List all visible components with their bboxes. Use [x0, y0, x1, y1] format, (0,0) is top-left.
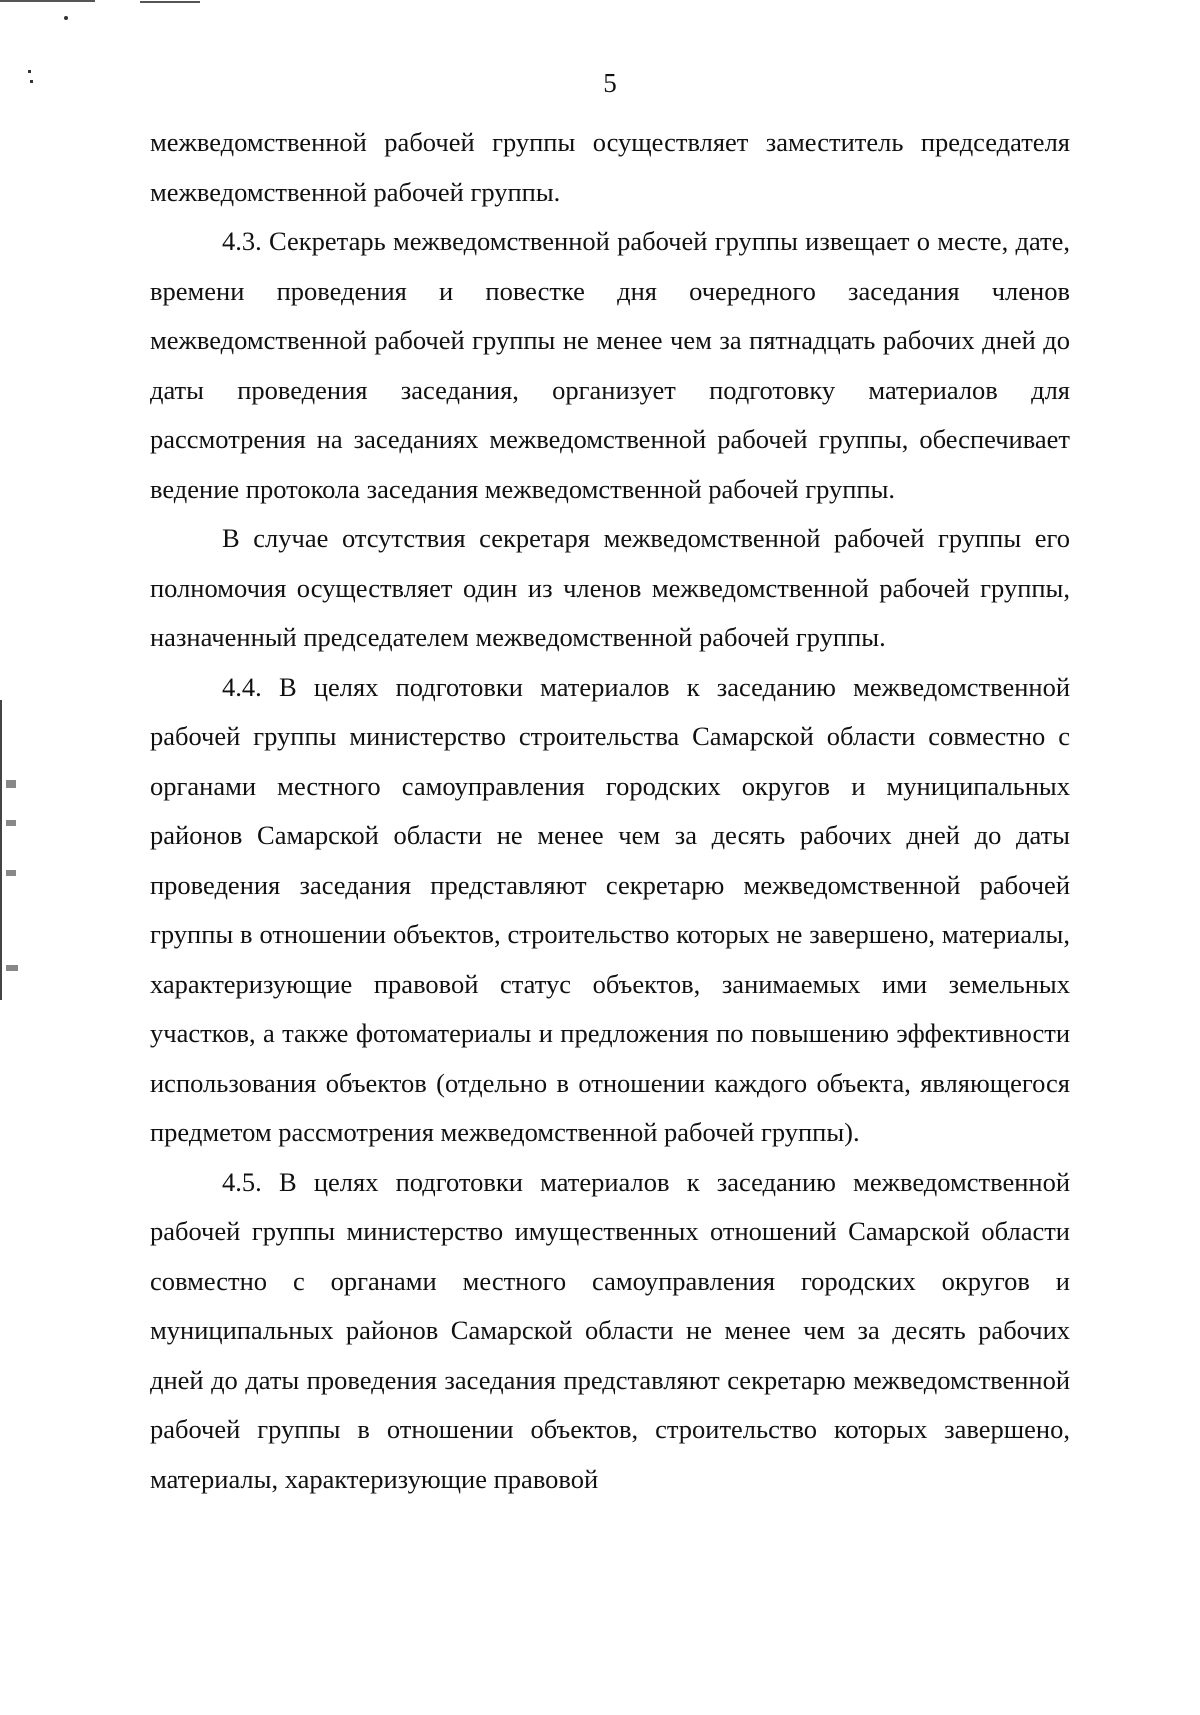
- scan-speck: [6, 780, 16, 788]
- scan-speck: [6, 820, 16, 826]
- paragraph-4-4: 4.4. В целях подготовки материалов к заседанию межведомственной рабочей группы министерство строительства Самарской области совместно с органами местного самоуправления городских округов и муниципальных районов Самарской области не менее чем за десять рабочих дней до даты проведения заседания представляют секретарю межведомственной рабочей группы в отношении объектов, строительство которых не завершено, материалы, характеризующие правовой статус объектов, занимаемых ими земельных участков, а также фотоматериалы и предложения по повышению эффективности использования объектов (отдельно в отношении каждого объекта, являющегося предметом рассмотрения межведомственной рабочей группы).: [150, 671, 1070, 1147]
- paragraph-continuation: межведомственной рабочей группы осуществляет заместитель председателя межведомственной рабочей группы.: [150, 127, 1070, 207]
- scan-edge-left: [0, 700, 2, 1000]
- scan-edge-top-mid: [140, 1, 200, 3]
- page-number: 5: [603, 68, 617, 98]
- scan-speck: [6, 870, 16, 876]
- scan-edge-top-left: [0, 0, 95, 2]
- scan-speck: [6, 965, 18, 971]
- document-body: [150, 118, 1070, 1504]
- scan-speck: [64, 16, 68, 20]
- paragraph-4-3: 4.3. Секретарь межведомственной рабочей группы извещает о месте, дате, времени проведения и повестке дня очередного заседания членов межведомственной рабочей группы не менее чем за пятнадцать рабочих дней до даты проведения заседания, организует подготовку материалов для рассмотрения на заседаниях межведомственной рабочей группы, обеспечивает ведение протокола заседания межведомственной рабочей группы.: [150, 226, 1070, 504]
- paragraph-4-5: 4.5. В целях подготовки материалов к заседанию межведомственной рабочей группы министерство имущественных отношений Самарской области совместно с органами местного самоуправления городских округов и муниципальных районов Самарской области не менее чем за десять рабочих дней до даты проведения заседания представляют секретарю межведомственной рабочей группы в отношении объектов, строительство которых завершено, материалы, характеризующие правовой: [150, 1166, 1070, 1494]
- paragraph-secretary-absence: В случае отсутствия секретаря межведомственной рабочей группы его полномочия осуществляет один из членов межведомственной рабочей группы, назначенный председателем межведомственной рабочей группы.: [150, 523, 1070, 652]
